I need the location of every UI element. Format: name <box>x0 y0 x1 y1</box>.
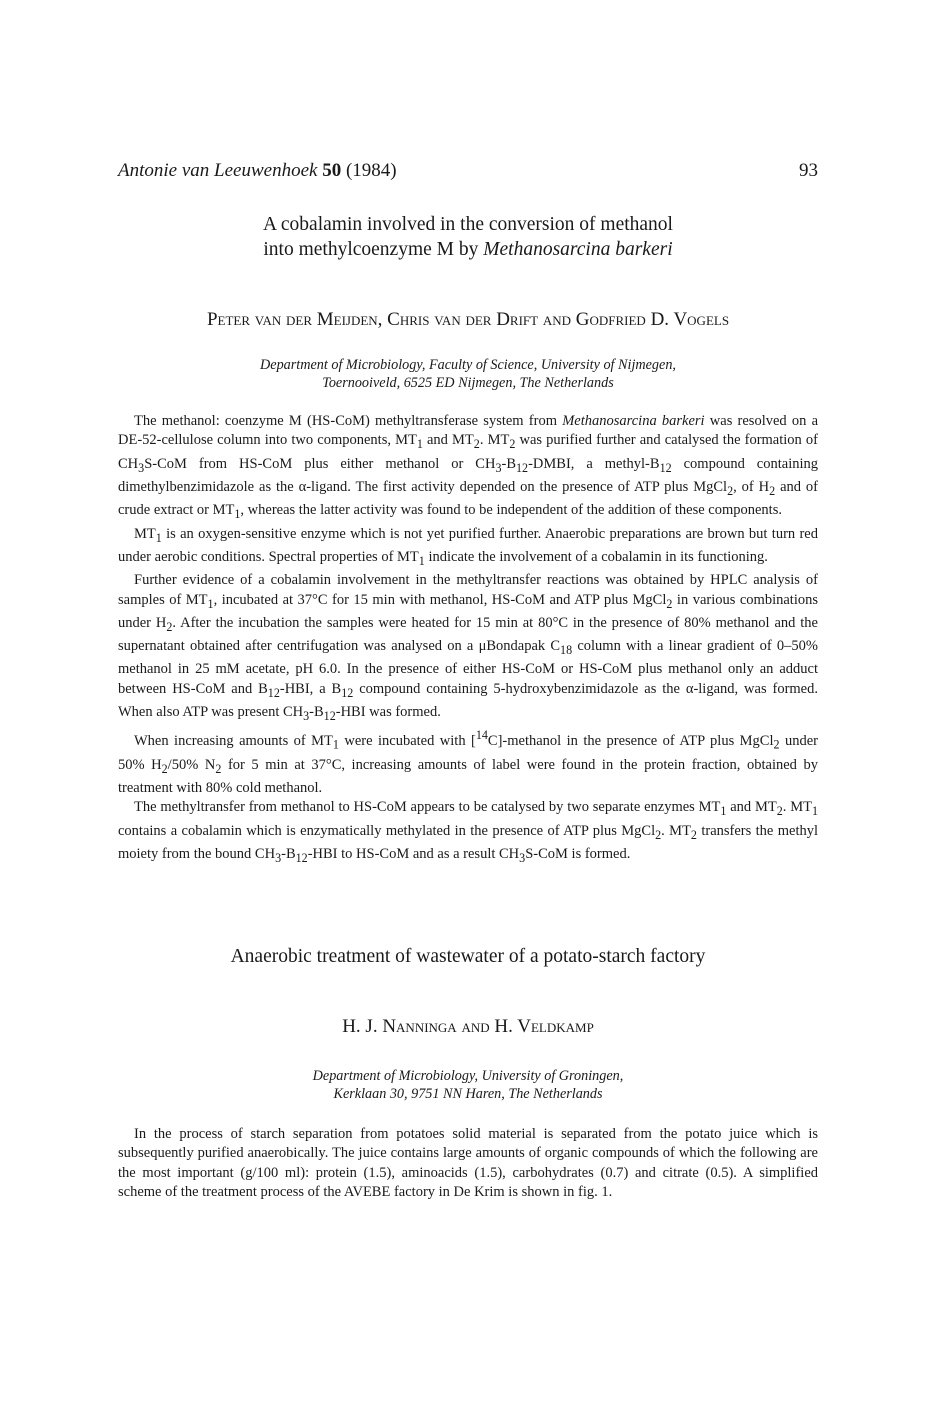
species-name: Methanosarcina barkeri <box>483 239 673 260</box>
abstract-paragraph: In the process of starch separation from potatoes solid material is separated from the potato juice which is subsequently purified anaerobically. The juice contains large amounts of organic compounds of which the following are the most important (g/100 ml): protein (1.5), aminoacids (1.5), carbohydrates (0.7) and citrate (0.5). A simplified scheme of the treatment process of the AVEBE factory in De Krim is shown in fig. 1. <box>118 1126 818 1201</box>
page-number: 93 <box>799 160 818 181</box>
article-affiliation <box>118 356 818 392</box>
abstract-paragraph: The methanol: coenzyme M (HS-CoM) methyltransferase system from Methanosarcina barkeri was resolved on a DE-52-cellulose column into two components, $MT_1$ and $MT_2$. $MT_2$ was purified further and catalysed the formation of $CH_3S$-CoM from HS-CoM plus either methanol or $CH_3-B_{12}$-DMBI, a methyl-$B_{12}$ compound containing dimethylbenzimidazole as the α-ligand. The first activity depended on the presence of ATP plus MgCl$_2$, of $H_2$ and of crude extract or $MT_1$, whereas the latter activity was found to be independent of the addition of these components. <box>118 413 819 522</box>
article-title <box>118 212 818 262</box>
article-authors: H. J. Nanninga and H. Veldkamp <box>342 1016 594 1037</box>
affiliation-line: Kerklaan 30, 9751 NN Haren, The Netherlands <box>333 1086 603 1102</box>
journal-name: Antonie van Leeuwenhoek <box>118 160 318 181</box>
page-header <box>118 160 818 186</box>
abstract-paragraph: When increasing amounts of $MT_1$ were incubated with [$^{14}$C]-methanol in the presence of ATP plus MgCl$_2$ under 50% $H_2/50\%$ $N_2$ for 5 min at 37°C, increasing amounts of label were found in the protein fraction, obtained by treatment with 80% cold methanol. <box>118 728 818 796</box>
article-abstract <box>118 1125 818 1203</box>
affiliation-line: Toernooiveld, 6525 ED Nijmegen, The Netherlands <box>322 375 614 391</box>
article-abstract <box>118 412 818 868</box>
article-title-line: into methylcoenzyme M by Methanosarcina barkeri <box>263 239 673 260</box>
journal-citation <box>118 160 397 182</box>
affiliation-line: Department of Microbiology, Faculty of Science, University of Nijmegen, <box>260 357 676 373</box>
journal-volume: 50 <box>322 160 342 181</box>
affiliation-line: Department of Microbiology, University of Groningen, <box>312 1068 624 1084</box>
abstract-paragraph: The methyltransfer from methanol to HS-CoM appears to be catalysed by two separate enzymes $MT_1$ and $MT_2$. $MT_1$ contains a cobalamin which is enzymatically methylated in the presence of ATP plus MgCl$_2$. $MT_2$ transfers the methyl moiety from the bound $CH_3-B_{12}$-HBI to HS-CoM and as a result $CH_3S$-CoM is formed. <box>118 799 818 865</box>
article-title <box>118 944 818 969</box>
article-title-line: A cobalamin involved in the conversion of methanol <box>263 214 673 235</box>
article-title-line: Anaerobic treatment of wastewater of a potato-starch factory <box>230 946 706 967</box>
article-affiliation <box>118 1067 818 1103</box>
abstract-paragraph: $MT_1$ is an oxygen-sensitive enzyme which is not yet purified further. Anaerobic preparations are brown but turn red under aerobic conditions. Spectral properties of $MT_1$ indicate the involvement of a cobalamin in its functioning. <box>118 525 818 568</box>
abstract-paragraph: Further evidence of a cobalamin involvement in the methyltransfer reactions was obtained by HPLC analysis of samples of $MT_1$, incubated at 37°C for 15 min with methanol, HS-CoM and ATP plus MgCl$_2$ in various combinations under $H_2$. After the incubation the samples were heated for 15 min at 80°C in the presence of 80% methanol and the supernatant obtained after centrifugation was analysed on a μBondapak $C_{18}$ column with a linear gradient of 0–50% methanol in 25 mM acetate, pH 6.0. In the presence of either HS-CoM or HS-CoM plus methanol only an adduct between HS-CoM and $B_{12}$-HBI, a $B_{12}$ compound containing 5-hydroxybenzimidazole as the α-ligand, was formed. When also ATP was present $CH_3-B_{12}$-HBI was formed. <box>118 572 819 724</box>
article-authors: Peter van der Meijden, Chris van der Drift and Godfried D. Vogels <box>206 309 730 330</box>
journal-year: (1984) <box>345 160 397 181</box>
